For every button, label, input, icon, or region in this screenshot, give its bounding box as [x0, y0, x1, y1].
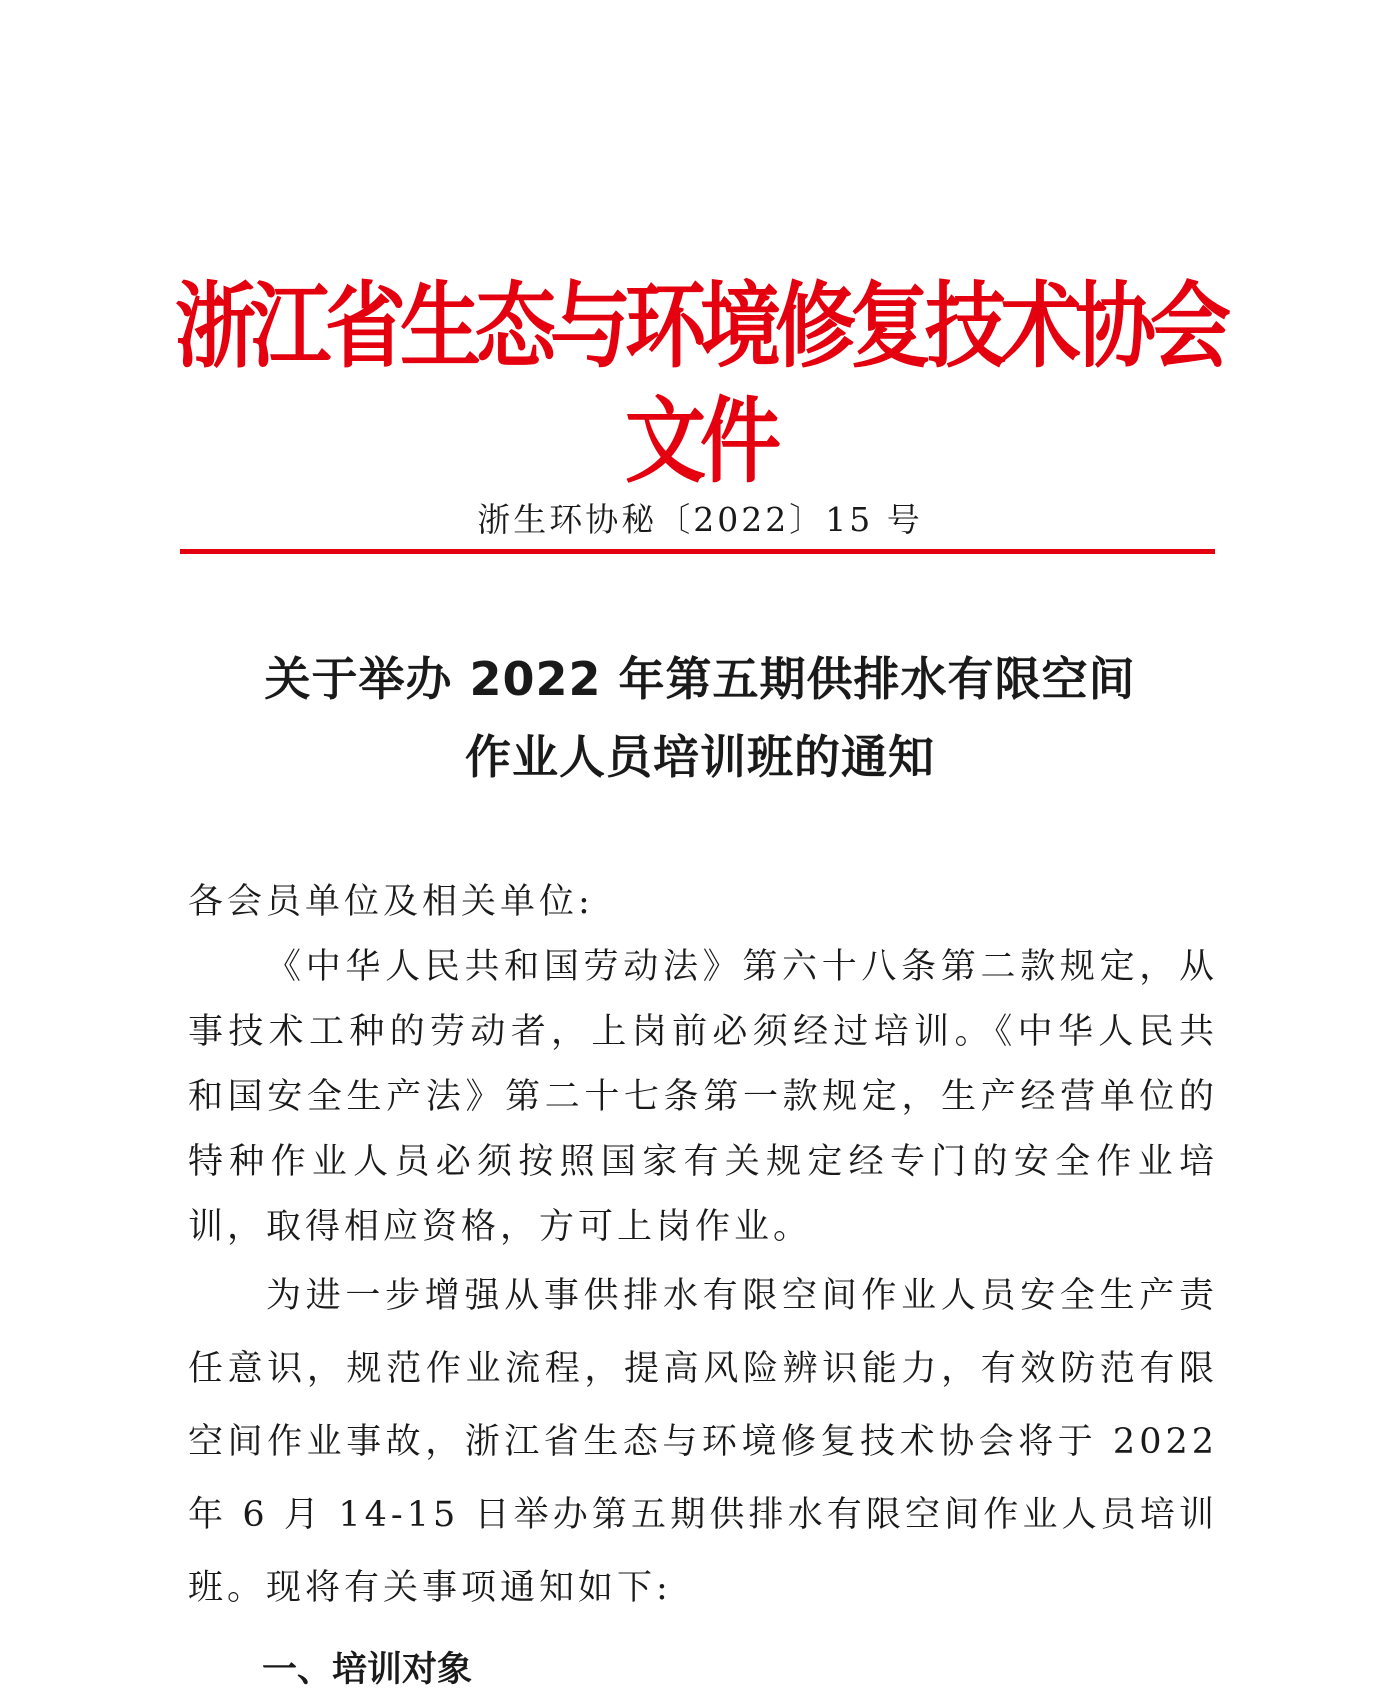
paragraph-1: 《中华人民共和国劳动法》第六十八条第二款规定，从事技术工种的劳动者，上岗前必须经过培训。《中华人民共和国安全生产法》第二十七条第一款规定，生产经营单位的特种作业人员必须按照国家有关规定经专门的安全作业培训，取得相应资格，方可上岗作业。: [188, 947, 1218, 1247]
notice-title-line1: 关于举办 2022 年第五期供排水有限空间: [264, 652, 1136, 706]
salutation: 各会员单位及相关单位:: [188, 882, 594, 922]
notice-title-line2: 作业人员培训班的通知: [465, 730, 935, 784]
notice-body: [188, 870, 1218, 1625]
paragraph-2: 为进一步增强从事供排水有限空间作业人员安全生产责任意识，规范作业流程，提高风险辨识能力，有效防范有限空间作业事故，浙江省生态与环境修复技术协会将于 2022 年 6 月 14-15 日举办第五期供排水有限空间作业人员培训班。现将有关事项通知如下:: [188, 1276, 1218, 1608]
document-number: 浙生环协秘〔2022〕15 号: [477, 500, 923, 539]
notice-title: [180, 640, 1220, 796]
masthead-title: 浙江省生态与环境修复技术协会文件: [174, 273, 1225, 497]
section-heading-1: 一、培训对象: [262, 1650, 473, 1690]
red-divider-line: [180, 549, 1215, 554]
